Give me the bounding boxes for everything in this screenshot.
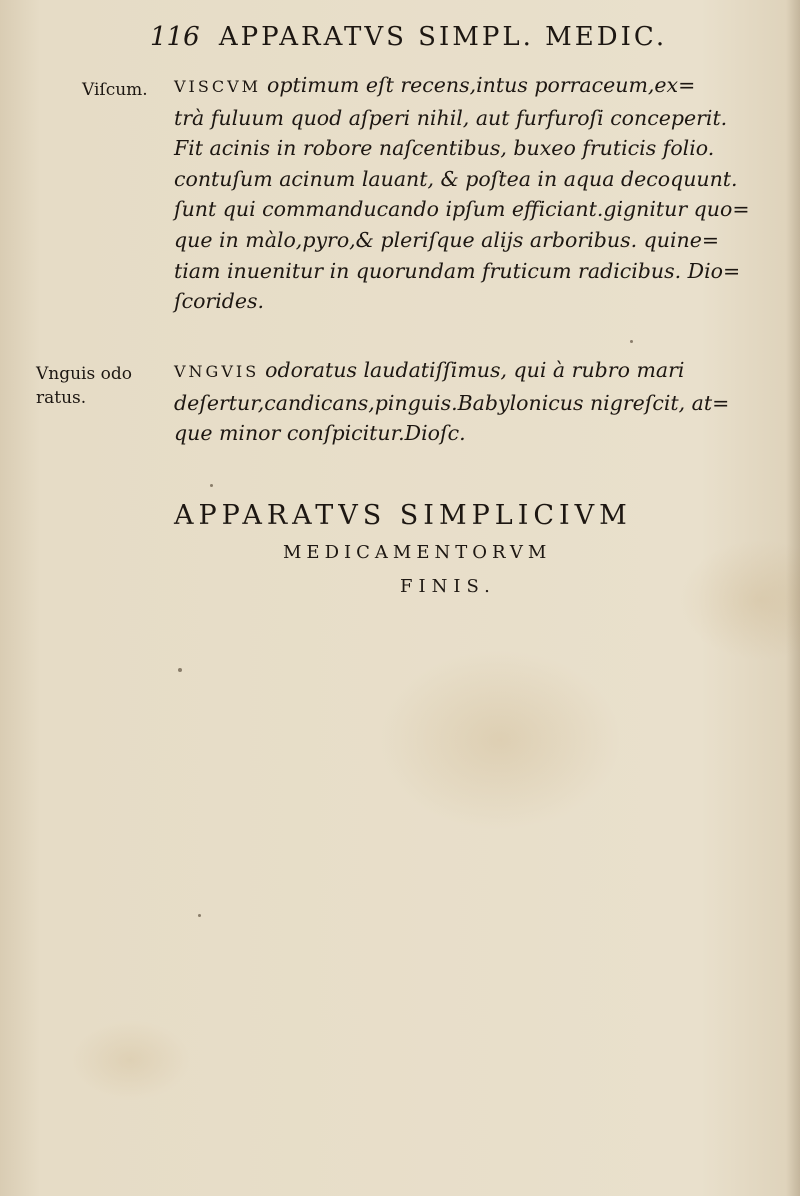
entry-line: ſcorides. — [174, 289, 265, 314]
colophon-line-1: APPARATVS SIMPLICIVM — [174, 500, 632, 531]
running-head — [150, 22, 667, 52]
margin-note-line: ratus. — [36, 388, 87, 408]
margin-note-line: Viſcum. — [82, 80, 148, 100]
entry-line: tiam inuenitur in quorundam fruticum radicibus. Dio= — [174, 258, 741, 283]
margin-note-viscum — [82, 78, 148, 102]
entry-line: contuſum acinum lauant, & poſtea in aqua decoquunt. — [174, 166, 738, 191]
paper-speck — [210, 484, 213, 487]
entry-line: que in màlo,pyro,& pleriſque alijs arboribus. quine= — [174, 227, 720, 252]
lead-word: VISCVM — [174, 77, 262, 96]
entry-line: VISCVM optimum eſt recens,intus porraceum,ex= — [174, 73, 696, 97]
entry-line: ſunt qui commanducando ipſum efficiant.gignitur quo= — [174, 197, 750, 222]
lead-word: VNGVIS — [174, 362, 260, 381]
margin-note-vnguis — [36, 362, 132, 410]
running-title: APPARATVS SIMPL. MEDIC. — [218, 22, 668, 52]
paper-speck — [198, 914, 201, 917]
entry-line: trà fuluum quod aſperi nihil, aut furfuroſi conceperit. — [174, 105, 728, 130]
entry-line: deſertur,candicans,pinguis.Babylonicus nigreſcit, at= — [174, 390, 730, 415]
colophon-line-3: FINIS. — [400, 576, 496, 597]
entry-line: Fit acinis in robore naſcentibus, buxeo fruticis folio. — [174, 136, 715, 161]
entry-vnguis — [174, 355, 774, 449]
entry-line: que minor conſpicitur.Dioſc. — [174, 421, 466, 446]
colophon-line-2: MEDICAMENTORVM — [283, 542, 552, 563]
entry-line: VNGVIS odoratus laudatiſſimus, qui à rubro mari — [174, 358, 685, 382]
entry-viscum — [174, 70, 774, 317]
page-gutter-shadow — [786, 0, 800, 1196]
paper-speck — [178, 668, 182, 672]
margin-note-line: Vnguis odo — [36, 364, 132, 384]
paper-speck — [630, 340, 633, 343]
page-number: 116 — [150, 22, 200, 52]
